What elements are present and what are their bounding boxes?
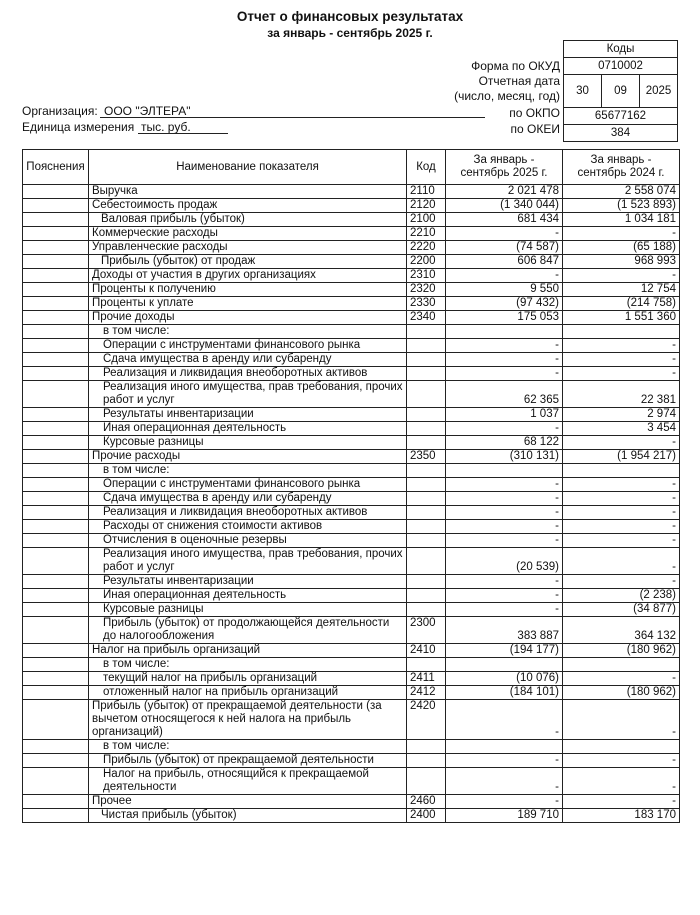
row-name: Валовая прибыль (убыток) (89, 213, 407, 227)
row-value-2024: 1 551 360 (563, 311, 680, 325)
row-code (407, 353, 446, 367)
notes-cell (23, 297, 89, 311)
codes-header: Коды (564, 41, 678, 58)
row-name: Расходы от снижения стоимости активов (89, 520, 407, 534)
row-value-2024: 183 170 (563, 809, 680, 823)
row-value-2025: (74 587) (446, 241, 563, 255)
table-row (23, 353, 680, 367)
row-value-2024: - (563, 339, 680, 353)
row-value-2025: (97 432) (446, 297, 563, 311)
row-value-2024: 22 381 (563, 381, 680, 408)
okud-value: 0710002 (564, 58, 678, 75)
row-value-2025: - (446, 589, 563, 603)
notes-cell (23, 740, 89, 754)
notes-cell (23, 768, 89, 795)
row-code (407, 436, 446, 450)
row-code: 2350 (407, 450, 446, 464)
row-value-2025: 9 550 (446, 283, 563, 297)
row-value-2025: - (446, 795, 563, 809)
table-row (23, 241, 680, 255)
col-header-2025: За январь - сентябрь 2025 г. (446, 150, 563, 185)
notes-cell (23, 520, 89, 534)
date-day: 30 (564, 75, 602, 108)
notes-cell (23, 185, 89, 199)
table-row (23, 658, 680, 672)
row-name: Налог на прибыль организаций (89, 644, 407, 658)
table-row (23, 478, 680, 492)
okud-label: Форма по ОКУД (471, 59, 560, 73)
table-row (23, 740, 680, 754)
table-row (23, 768, 680, 795)
row-value-2024: 12 754 (563, 283, 680, 297)
table-row (23, 311, 680, 325)
table-row (23, 297, 680, 311)
row-value-2024: - (563, 367, 680, 381)
table-row (23, 255, 680, 269)
row-code (407, 589, 446, 603)
row-name: Выручка (89, 185, 407, 199)
table-row (23, 644, 680, 658)
row-value-2025: (10 076) (446, 672, 563, 686)
row-name: Прибыль (убыток) от прекращаемой деятельности (89, 754, 407, 768)
notes-cell (23, 269, 89, 283)
row-value-2024: (2 238) (563, 589, 680, 603)
row-name: Операции с инструментами финансового рынка (89, 339, 407, 353)
notes-cell (23, 450, 89, 464)
table-row (23, 185, 680, 199)
row-value-2025: 68 122 (446, 436, 563, 450)
row-code (407, 408, 446, 422)
col-header-2024: За январь - сентябрь 2024 г. (563, 150, 680, 185)
row-code: 2460 (407, 795, 446, 809)
notes-cell (23, 353, 89, 367)
table-row (23, 422, 680, 436)
row-name: Реализация иного имущества, прав требования, прочих работ и услуг (89, 381, 407, 408)
table-row (23, 464, 680, 478)
row-value-2024: - (563, 478, 680, 492)
row-name: Сдача имущества в аренду или субаренду (89, 353, 407, 367)
row-value-2024 (563, 658, 680, 672)
notes-cell (23, 492, 89, 506)
table-row (23, 227, 680, 241)
okpo-value: 65677162 (564, 108, 678, 125)
row-code: 2320 (407, 283, 446, 297)
row-code (407, 478, 446, 492)
row-code (407, 520, 446, 534)
table-row (23, 506, 680, 520)
col-header-notes: Пояснения (23, 150, 89, 185)
okei-label: по ОКЕИ (510, 122, 560, 136)
row-value-2024: 2 974 (563, 408, 680, 422)
org-label: Организация: (22, 104, 98, 118)
date-label-1: Отчетная дата (478, 74, 560, 88)
row-name: текущий налог на прибыль организаций (89, 672, 407, 686)
row-code (407, 339, 446, 353)
table-row (23, 809, 680, 823)
row-value-2025: - (446, 492, 563, 506)
table-row (23, 700, 680, 740)
row-value-2024: 2 558 074 (563, 185, 680, 199)
row-value-2024: 3 454 (563, 422, 680, 436)
okpo-label: по ОКПО (509, 106, 560, 120)
notes-cell (23, 658, 89, 672)
row-value-2025: - (446, 227, 563, 241)
row-name: отложенный налог на прибыль организаций (89, 686, 407, 700)
row-name: Реализация и ликвидация внеоборотных активов (89, 506, 407, 520)
row-code: 2210 (407, 227, 446, 241)
row-value-2024: - (563, 548, 680, 575)
row-value-2025 (446, 740, 563, 754)
row-code (407, 422, 446, 436)
notes-cell (23, 686, 89, 700)
row-value-2024: - (563, 672, 680, 686)
notes-cell (23, 589, 89, 603)
report-title: Отчет о финансовых результатах (236, 9, 464, 24)
date-month: 09 (602, 75, 640, 108)
notes-cell (23, 408, 89, 422)
notes-cell (23, 534, 89, 548)
row-value-2024: - (563, 269, 680, 283)
notes-cell (23, 381, 89, 408)
row-code: 2420 (407, 700, 446, 740)
notes-cell (23, 283, 89, 297)
row-name: Реализация иного имущества, прав требования, прочих работ и услуг (89, 548, 407, 575)
row-value-2024: - (563, 227, 680, 241)
unit-value: тыс. руб. (141, 120, 191, 134)
table-row (23, 381, 680, 408)
row-value-2024: - (563, 520, 680, 534)
table-row (23, 795, 680, 809)
row-name: Иная операционная деятельность (89, 589, 407, 603)
row-name: Прибыль (убыток) от продолжающейся деятельности до налогообложения (89, 617, 407, 644)
row-value-2024: (180 962) (563, 644, 680, 658)
row-name: Сдача имущества в аренду или субаренду (89, 492, 407, 506)
financial-results-table (22, 149, 680, 823)
row-value-2024: - (563, 353, 680, 367)
row-name: в том числе: (89, 740, 407, 754)
notes-cell (23, 255, 89, 269)
row-name: Себестоимость продаж (89, 199, 407, 213)
notes-cell (23, 575, 89, 589)
row-value-2025: (20 539) (446, 548, 563, 575)
row-code (407, 548, 446, 575)
row-code (407, 492, 446, 506)
row-value-2025: 175 053 (446, 311, 563, 325)
table-row (23, 548, 680, 575)
notes-cell (23, 700, 89, 740)
table-row (23, 213, 680, 227)
row-code: 2300 (407, 617, 446, 644)
notes-cell (23, 754, 89, 768)
row-value-2024: (65 188) (563, 241, 680, 255)
col-header-code: Код (407, 150, 446, 185)
row-name: Проценты к получению (89, 283, 407, 297)
row-name: Доходы от участия в других организациях (89, 269, 407, 283)
row-value-2024: - (563, 506, 680, 520)
row-value-2024: - (563, 534, 680, 548)
table-row (23, 408, 680, 422)
row-value-2025: - (446, 520, 563, 534)
table-row (23, 589, 680, 603)
notes-cell (23, 464, 89, 478)
row-value-2025: 681 434 (446, 213, 563, 227)
row-code (407, 658, 446, 672)
row-name: Чистая прибыль (убыток) (89, 809, 407, 823)
row-value-2025: 606 847 (446, 255, 563, 269)
date-year: 2025 (640, 75, 678, 108)
row-name: в том числе: (89, 325, 407, 339)
row-name: Прибыль (убыток) от продаж (89, 255, 407, 269)
row-value-2025: - (446, 367, 563, 381)
row-code: 2400 (407, 809, 446, 823)
unit-label: Единица измерения (22, 120, 135, 134)
row-name: Курсовые разницы (89, 436, 407, 450)
row-name: Курсовые разницы (89, 603, 407, 617)
table-row (23, 436, 680, 450)
notes-cell (23, 617, 89, 644)
row-value-2025 (446, 658, 563, 672)
row-value-2024: (1 954 217) (563, 450, 680, 464)
col-header-name: Наименование показателя (89, 150, 407, 185)
row-code: 2120 (407, 199, 446, 213)
row-name: Прибыль (убыток) от прекращаемой деятельности (за вычетом относящегося к ней налога на прибыль организаций) (89, 700, 407, 740)
table-row (23, 534, 680, 548)
row-code (407, 575, 446, 589)
row-value-2024: - (563, 700, 680, 740)
table-row (23, 672, 680, 686)
row-name: Операции с инструментами финансового рынка (89, 478, 407, 492)
row-code: 2340 (407, 311, 446, 325)
notes-cell (23, 672, 89, 686)
row-value-2025: 2 021 478 (446, 185, 563, 199)
row-code (407, 506, 446, 520)
notes-cell (23, 436, 89, 450)
row-value-2025: - (446, 575, 563, 589)
row-value-2025: - (446, 339, 563, 353)
row-value-2025: - (446, 768, 563, 795)
table-row (23, 367, 680, 381)
row-value-2025 (446, 464, 563, 478)
notes-cell (23, 339, 89, 353)
row-name: Реализация и ликвидация внеоборотных активов (89, 367, 407, 381)
row-value-2024 (563, 464, 680, 478)
row-value-2025: - (446, 534, 563, 548)
row-value-2025: (194 177) (446, 644, 563, 658)
row-value-2024: (180 962) (563, 686, 680, 700)
row-name: Результаты инвентаризации (89, 575, 407, 589)
table-row (23, 686, 680, 700)
row-value-2025: - (446, 478, 563, 492)
notes-cell (23, 199, 89, 213)
row-value-2024: (34 877) (563, 603, 680, 617)
table-row (23, 492, 680, 506)
notes-cell (23, 213, 89, 227)
row-name: Управленческие расходы (89, 241, 407, 255)
row-code (407, 754, 446, 768)
row-name: Коммерческие расходы (89, 227, 407, 241)
row-code (407, 740, 446, 754)
notes-cell (23, 227, 89, 241)
row-name: Иная операционная деятельность (89, 422, 407, 436)
row-code (407, 603, 446, 617)
table-row (23, 283, 680, 297)
row-code: 2110 (407, 185, 446, 199)
row-value-2024: - (563, 768, 680, 795)
row-code (407, 768, 446, 795)
row-value-2025 (446, 325, 563, 339)
row-code: 2410 (407, 644, 446, 658)
table-row (23, 325, 680, 339)
row-value-2024: 968 993 (563, 255, 680, 269)
row-code: 2330 (407, 297, 446, 311)
row-value-2025: - (446, 506, 563, 520)
row-value-2025: - (446, 754, 563, 768)
report-period: за январь - сентябрь 2025 г. (267, 26, 433, 40)
org-name: ООО "ЭЛТЕРА" (104, 104, 191, 118)
row-value-2024: - (563, 492, 680, 506)
notes-cell (23, 795, 89, 809)
row-name: Проценты к уплате (89, 297, 407, 311)
row-value-2024: (1 523 893) (563, 199, 680, 213)
row-value-2025: 62 365 (446, 381, 563, 408)
row-code (407, 325, 446, 339)
row-code: 2220 (407, 241, 446, 255)
notes-cell (23, 506, 89, 520)
row-name: Прочие расходы (89, 450, 407, 464)
table-row (23, 199, 680, 213)
row-value-2024: - (563, 754, 680, 768)
row-value-2025: - (446, 269, 563, 283)
notes-cell (23, 325, 89, 339)
row-code: 2310 (407, 269, 446, 283)
date-label-2: (число, месяц, год) (454, 89, 560, 103)
notes-cell (23, 644, 89, 658)
row-value-2025: - (446, 603, 563, 617)
row-code (407, 464, 446, 478)
table-row (23, 603, 680, 617)
notes-cell (23, 548, 89, 575)
row-name: Результаты инвентаризации (89, 408, 407, 422)
row-value-2024: - (563, 436, 680, 450)
notes-cell (23, 367, 89, 381)
row-name: Отчисления в оценочные резервы (89, 534, 407, 548)
table-row (23, 575, 680, 589)
row-value-2024: (214 758) (563, 297, 680, 311)
org-underline (100, 117, 485, 118)
row-value-2025: 383 887 (446, 617, 563, 644)
row-name: в том числе: (89, 464, 407, 478)
table-row (23, 269, 680, 283)
row-code (407, 534, 446, 548)
row-value-2025: (1 340 044) (446, 199, 563, 213)
table-row (23, 617, 680, 644)
row-name: Прочее (89, 795, 407, 809)
row-value-2025: 1 037 (446, 408, 563, 422)
codes-table (563, 40, 678, 142)
row-value-2024: 364 132 (563, 617, 680, 644)
table-row (23, 754, 680, 768)
row-value-2024: 1 034 181 (563, 213, 680, 227)
notes-cell (23, 241, 89, 255)
table-row (23, 450, 680, 464)
notes-cell (23, 809, 89, 823)
row-code: 2100 (407, 213, 446, 227)
notes-cell (23, 311, 89, 325)
row-value-2025: (310 131) (446, 450, 563, 464)
table-row (23, 339, 680, 353)
row-value-2024: - (563, 795, 680, 809)
row-value-2025: - (446, 422, 563, 436)
unit-underline (138, 133, 228, 134)
row-name: в том числе: (89, 658, 407, 672)
okei-value: 384 (564, 125, 678, 142)
row-code: 2411 (407, 672, 446, 686)
notes-cell (23, 478, 89, 492)
row-value-2024 (563, 740, 680, 754)
row-value-2024: - (563, 575, 680, 589)
row-code (407, 367, 446, 381)
notes-cell (23, 603, 89, 617)
row-value-2024 (563, 325, 680, 339)
row-code: 2412 (407, 686, 446, 700)
row-value-2025: - (446, 353, 563, 367)
row-code (407, 381, 446, 408)
row-value-2025: - (446, 700, 563, 740)
row-name: Налог на прибыль, относящийся к прекращаемой деятельности (89, 768, 407, 795)
notes-cell (23, 422, 89, 436)
row-code: 2200 (407, 255, 446, 269)
row-value-2025: (184 101) (446, 686, 563, 700)
table-row (23, 520, 680, 534)
row-value-2025: 189 710 (446, 809, 563, 823)
row-name: Прочие доходы (89, 311, 407, 325)
